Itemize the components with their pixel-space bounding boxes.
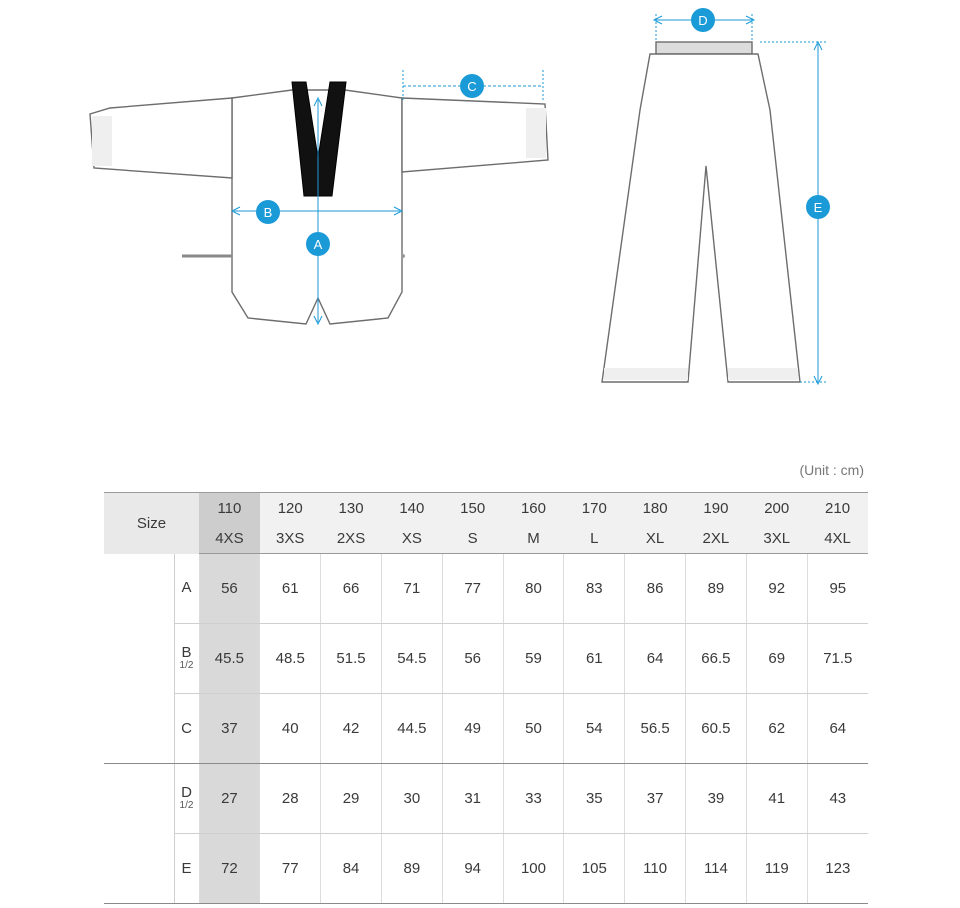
value-cell: 89 xyxy=(686,554,747,624)
height-cell: 200 xyxy=(746,493,807,524)
header-row-heights xyxy=(104,493,868,524)
value-cell: 60.5 xyxy=(686,694,747,764)
size-code-cell: 2XL xyxy=(686,523,747,554)
row-label: B xyxy=(181,644,192,662)
half-mark: 1/2 xyxy=(179,660,194,672)
marker-a xyxy=(306,232,330,256)
value-cell: 54 xyxy=(564,694,625,764)
table-row-c xyxy=(104,694,868,764)
height-cell: 210 xyxy=(807,493,868,524)
value-cell: 80 xyxy=(503,554,564,624)
row-label-cell xyxy=(174,624,199,694)
size-code-cell: XL xyxy=(625,523,686,554)
value-cell: 30 xyxy=(381,764,442,834)
value-cell: 69 xyxy=(746,624,807,694)
value-cell: 77 xyxy=(442,554,503,624)
value-cell: 50 xyxy=(503,694,564,764)
half-mark: 1/2 xyxy=(179,800,194,812)
value-cell: 71 xyxy=(381,554,442,624)
value-cell: 56.5 xyxy=(625,694,686,764)
jacket-illustration xyxy=(90,90,548,324)
value-cell: 54.5 xyxy=(381,624,442,694)
unit-label: (Unit : cm) xyxy=(799,462,864,478)
value-cell: 83 xyxy=(564,554,625,624)
size-label: Size xyxy=(104,493,199,554)
value-cell: 114 xyxy=(686,834,747,904)
value-cell: 49 xyxy=(442,694,503,764)
value-cell: 77 xyxy=(260,834,321,904)
table-row-d xyxy=(104,764,868,834)
value-cell: 64 xyxy=(625,624,686,694)
value-cell: 61 xyxy=(564,624,625,694)
value-cell: 71.5 xyxy=(807,624,868,694)
header-row-codes xyxy=(104,523,868,554)
value-cell: 64 xyxy=(807,694,868,764)
value-cell: 86 xyxy=(625,554,686,624)
value-cell: 84 xyxy=(321,834,382,904)
row-label: E xyxy=(174,834,199,904)
marker-d-text: D xyxy=(698,13,708,28)
value-cell: 66 xyxy=(321,554,382,624)
blank-cell xyxy=(104,834,174,904)
size-code-cell: S xyxy=(442,523,503,554)
marker-b xyxy=(256,200,280,224)
uniform-measurement-diagram xyxy=(0,0,960,420)
height-cell: 190 xyxy=(686,493,747,524)
value-cell: 89 xyxy=(381,834,442,904)
size-code-cell: M xyxy=(503,523,564,554)
blank-cell xyxy=(104,624,174,694)
table-row-a xyxy=(104,554,868,624)
row-label-cell xyxy=(174,764,199,834)
value-cell: 37 xyxy=(625,764,686,834)
value-cell: 119 xyxy=(746,834,807,904)
marker-e xyxy=(806,195,830,219)
blank-cell xyxy=(104,764,174,834)
size-code-cell: 4XL xyxy=(807,523,868,554)
value-cell: 27 xyxy=(199,764,260,834)
height-cell: 180 xyxy=(625,493,686,524)
size-code-cell: 2XS xyxy=(321,523,382,554)
height-cell: 130 xyxy=(321,493,382,524)
size-code-cell: 3XL xyxy=(746,523,807,554)
value-cell: 37 xyxy=(199,694,260,764)
value-cell: 31 xyxy=(442,764,503,834)
value-cell: 95 xyxy=(807,554,868,624)
value-cell: 62 xyxy=(746,694,807,764)
value-cell: 56 xyxy=(199,554,260,624)
height-cell: 150 xyxy=(442,493,503,524)
value-cell: 33 xyxy=(503,764,564,834)
value-cell: 35 xyxy=(564,764,625,834)
size-code-cell: L xyxy=(564,523,625,554)
marker-e-text: E xyxy=(813,200,823,215)
row-label: D xyxy=(181,784,192,802)
table-row-b xyxy=(104,624,868,694)
size-chart-table xyxy=(104,492,868,904)
value-cell: 92 xyxy=(746,554,807,624)
height-cell: 120 xyxy=(260,493,321,524)
value-cell: 105 xyxy=(564,834,625,904)
size-code-cell: 3XS xyxy=(260,523,321,554)
value-cell: 51.5 xyxy=(321,624,382,694)
row-label: A xyxy=(174,554,199,624)
value-cell: 29 xyxy=(321,764,382,834)
blank-cell xyxy=(104,694,174,764)
value-cell: 94 xyxy=(442,834,503,904)
value-cell: 59 xyxy=(503,624,564,694)
marker-d xyxy=(691,8,715,32)
height-cell: 140 xyxy=(381,493,442,524)
marker-c-text: C xyxy=(467,79,477,94)
height-cell: 170 xyxy=(564,493,625,524)
value-cell: 66.5 xyxy=(686,624,747,694)
size-code-cell: XS xyxy=(381,523,442,554)
value-cell: 41 xyxy=(746,764,807,834)
marker-b-text: B xyxy=(263,205,273,220)
value-cell: 110 xyxy=(625,834,686,904)
value-cell: 56 xyxy=(442,624,503,694)
value-cell: 43 xyxy=(807,764,868,834)
blank-cell xyxy=(104,554,174,624)
row-label: C xyxy=(174,694,199,764)
height-cell: 110 xyxy=(199,493,260,524)
value-cell: 48.5 xyxy=(260,624,321,694)
value-cell: 40 xyxy=(260,694,321,764)
marker-c xyxy=(460,74,484,98)
value-cell: 123 xyxy=(807,834,868,904)
value-cell: 45.5 xyxy=(199,624,260,694)
value-cell: 100 xyxy=(503,834,564,904)
value-cell: 44.5 xyxy=(381,694,442,764)
size-code-cell: 4XS xyxy=(199,523,260,554)
value-cell: 28 xyxy=(260,764,321,834)
height-cell: 160 xyxy=(503,493,564,524)
value-cell: 39 xyxy=(686,764,747,834)
table-row-e xyxy=(104,834,868,904)
marker-a-text: A xyxy=(313,237,323,252)
value-cell: 42 xyxy=(321,694,382,764)
value-cell: 61 xyxy=(260,554,321,624)
value-cell: 72 xyxy=(199,834,260,904)
pants-illustration xyxy=(602,42,800,382)
